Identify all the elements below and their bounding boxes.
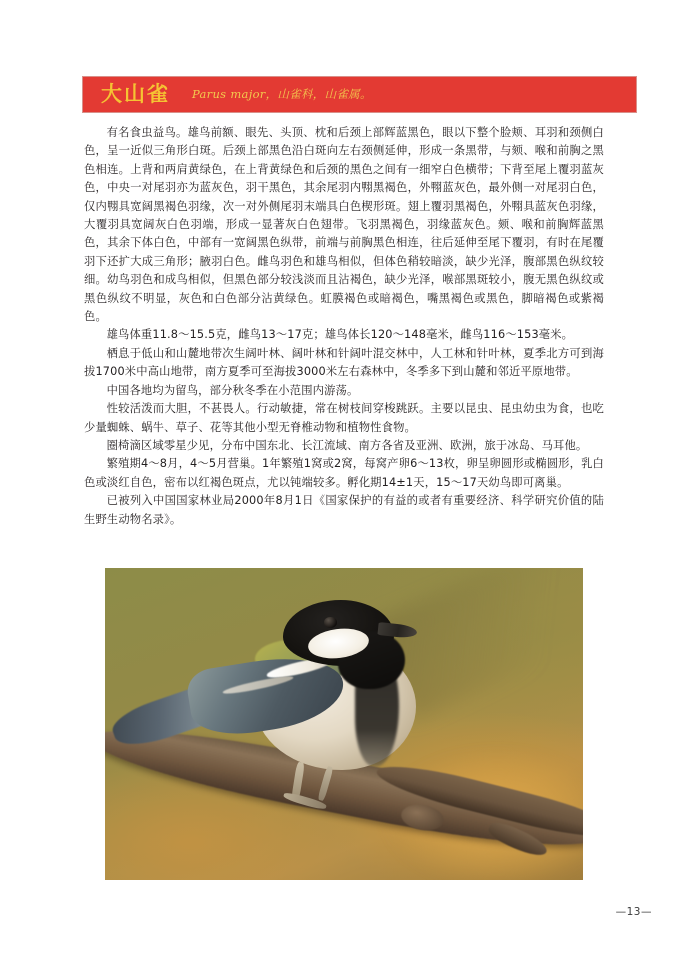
- species-scientific-name: Parus major，山雀科，山雀属。: [192, 86, 372, 101]
- paragraph-protection-status: 已被列入中国国家林业局2000年8月1日《国家保护的有益的或者有重要经济、科学研究价值的陆生野生动物名录》。: [84, 494, 604, 526]
- page-title: 大山雀: [101, 82, 170, 106]
- paragraph-distribution: 圈椅滴区域零星少见，分布中国东北、长江流域、南方各省及亚洲、欧洲，旅于冰岛、马耳他。: [106, 438, 588, 452]
- page-number: —13—: [615, 906, 652, 918]
- paragraph-breeding: 繁殖期4～8月，4～5月营巢。1年繁殖1窝或2窝，每窝产卵6～13枚，卵呈卵圆形或椭圆形，乳白色或淡红自色，密布以红褐色斑点，尤以钝端较多。孵化期14±1天，15～17天幼鸟即可离巢。: [84, 457, 604, 489]
- paragraph-habitat: 栖息于低山和山麓地带次生阔叶林、阔叶林和针阔叶混交林中，人工林和针叶林，夏季北方可到海拔1700米中高山地带，南方夏季可至海拔3000米左右森林中，冬季多下到山麓和邻近平原地带。: [84, 346, 604, 379]
- paragraph-migration: 中国各地均为留鸟，部分秋冬季在小范围内游荡。: [106, 383, 359, 397]
- species-header-banner: [82, 76, 637, 113]
- species-photograph: [105, 568, 583, 880]
- bird-eye: [324, 617, 337, 627]
- paragraph-measurements: 雄鸟体重11.8～15.5克，雌鸟13～17克；雄鸟体长120～148毫米，雌鸟116～153毫米。: [106, 328, 574, 342]
- paragraph-behavior: 性较活泼而大胆，不甚畏人。行动敏捷，常在树枝间穿梭跳跃。主要以昆虫、昆虫幼虫为食，也吃少量蜘蛛、蜗牛、草子、花等其他小型无脊椎动物和植物性食物。: [84, 402, 604, 434]
- great-tit-bird: [172, 596, 449, 789]
- paragraph-description: 有名食虫益鸟。雄鸟前额、眼先、头顶、枕和后颈上部辉蓝黑色，眼以下整个脸颊、耳羽和颈侧白色，呈一近似三角形白斑。后颈上部黑色沿白斑向左右颈侧延伸，形成一条黑带，与颏、喉和前胸之黑色相连。上背和两肩黄绿色，在上背黄绿色和后颈的黑色之间有一细窄白色横带；下背至尾上覆羽蓝灰色，中央一对尾羽亦为蓝灰色，羽干黑色，其余尾羽内翈黑褐色，外翈蓝灰色，最外侧一对尾羽白色，仅内翈具宽阔黑褐色羽缘，次一对外侧尾羽末端具白色楔形斑。翅上覆羽黑褐色，外翈具蓝灰色羽缘，大覆羽具宽阔灰白色羽端，形成一显著灰白色翅带。飞羽黑褐色，羽缘蓝灰色。颏、喉和前胸辉蓝黑色，其余下体白色，中部有一宽阔黑色纵带，前端与前胸黑色相连，往后延伸至尾下覆羽，有时在尾覆羽下还扩大成三角形；腋羽白色。雌鸟羽色和雄鸟相似，但体色稍较暗淡，缺少光泽，腹部黑色纵纹较细。幼鸟羽色和成鸟相似，但黑色部分较浅淡而且沾褐色，缺少光泽，喉部黑斑较小，腹无黑色纵纹或黑色纵纹不明显，灰色和白色部分沾黄绿色。虹膜褐色或暗褐色，嘴黑褐色或黑色，脚暗褐色或紫褐色。: [84, 126, 604, 324]
- article-body: [84, 124, 604, 529]
